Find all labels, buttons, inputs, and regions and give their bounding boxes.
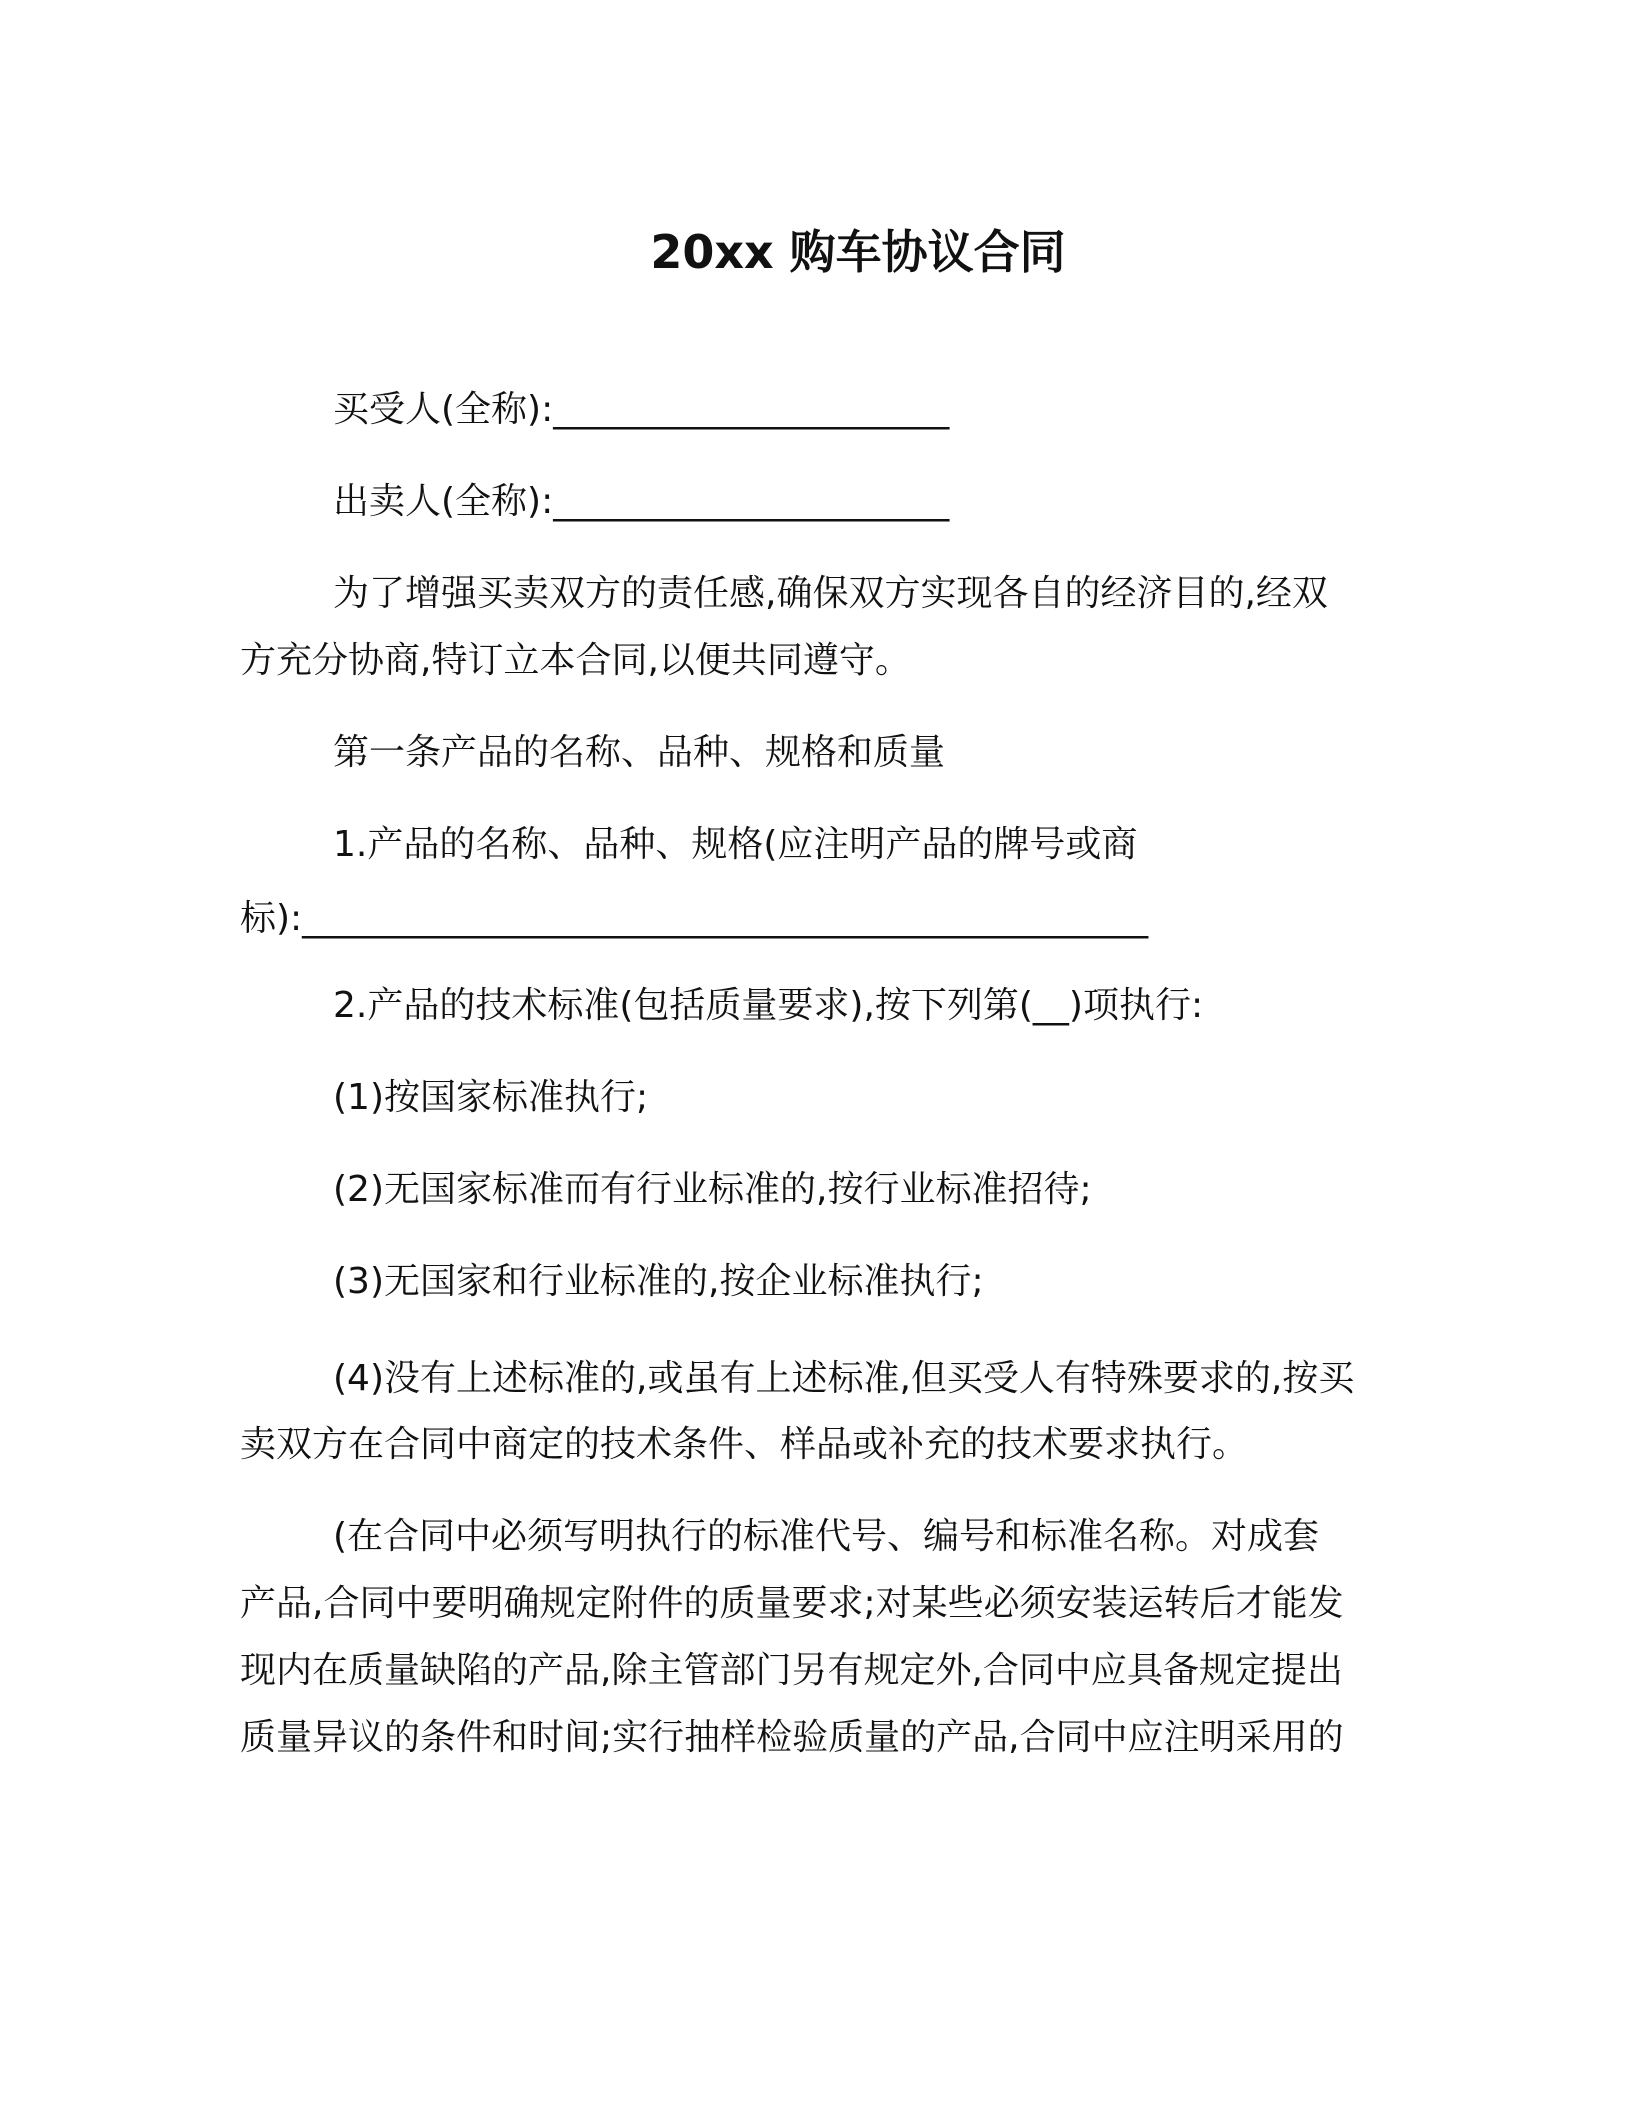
option-4-line-1: (4)没有上述标准的,或虽有上述标准,但买受人有特殊要求的,按买 (333, 1358, 1355, 1399)
buyer-name-line: 买受人(全称):______________________ (333, 389, 950, 430)
note-line-3: 现内在质量缺陷的产品,除主管部门另有规定外,合同中应具备规定提出 (240, 1650, 1343, 1691)
clause-1-line-1: 1.产品的名称、品种、规格(应注明产品的牌号或商 (333, 824, 1138, 865)
note-line-4: 质量异议的条件和时间;实行抽样检验质量的产品,合同中应注明采用的 (240, 1717, 1344, 1758)
option-3-line: (3)无国家和行业标准的,按企业标准执行; (333, 1261, 984, 1302)
article-1-heading: 第一条产品的名称、品种、规格和质量 (333, 732, 946, 773)
option-2-line: (2)无国家标准而有行业标准的,按行业标准招待; (333, 1169, 1092, 1210)
preamble-line-2: 方充分协商,特订立本合同,以便共同遵守。 (240, 640, 911, 681)
preamble-line-1: 为了增强买卖双方的责任感,确保双方实现各自的经济目的,经双 (333, 573, 1328, 614)
note-line-1: (在合同中必须写明执行的标准代号、编号和标准名称。对成套 (333, 1516, 1320, 1557)
note-line-2: 产品,合同中要明确规定附件的质量要求;对某些必须安装运转后才能发 (240, 1583, 1344, 1624)
clause-2-line: 2.产品的技术标准(包括质量要求),按下列第(__)项执行: (333, 985, 1204, 1026)
option-4-line-2: 卖双方在合同中商定的技术条件、样品或补充的技术要求执行。 (240, 1424, 1249, 1465)
document-title: 20xx 购车协议合同 (650, 225, 1066, 279)
clause-1-line-2: 标):_______________________________________________ (240, 898, 1149, 939)
seller-name-line: 出卖人(全称):______________________ (333, 481, 950, 522)
option-1-line: (1)按国家标准执行; (333, 1077, 649, 1118)
